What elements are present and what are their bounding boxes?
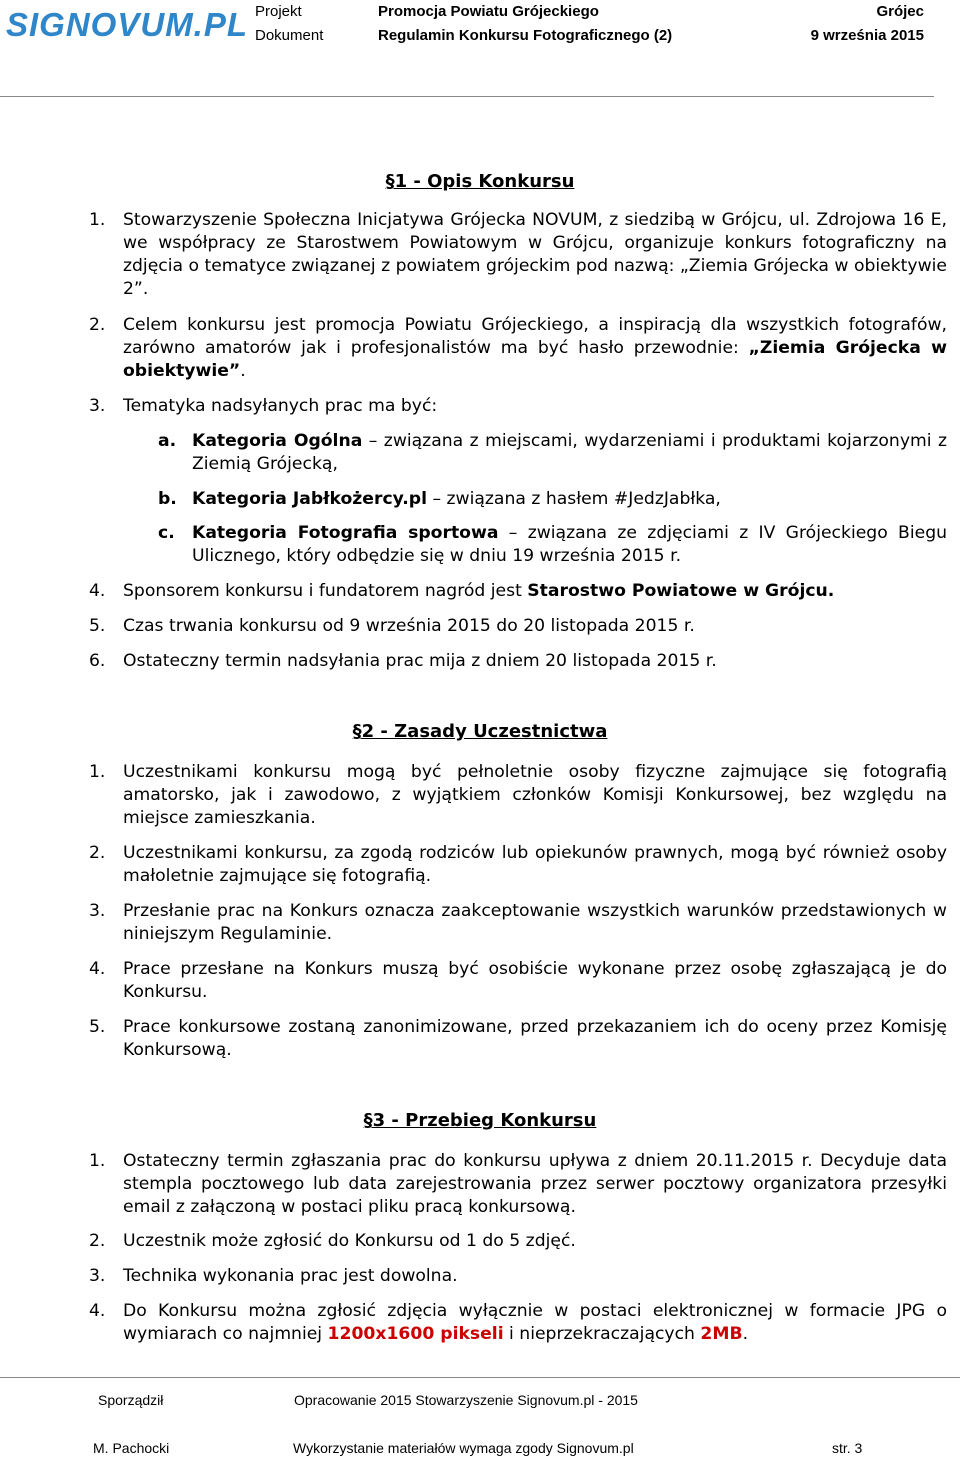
s1-item-1-number: 1. xyxy=(89,210,106,230)
s2-item-1-text: Uczestnikami konkursu mogą być pełnoletnie osoby fizyczne zajmujące się fotografią amatorsko, jak i zawodowo, z wyjątkiem członków Komisji Konkursowej, bez względu na miejsce zamieszkania. xyxy=(123,762,947,828)
s3-item-4-number: 4. xyxy=(89,1301,106,1321)
city: Grójec xyxy=(876,3,924,20)
category-c-text: Kategoria Fotografia sportowa – związana ze zdjęciami z IV Grójeckiego Biegu Ulicznego, który odbędzie się w dniu 19 września 2015 r. xyxy=(192,523,947,566)
s1-item-5-text: Czas trwania konkursu od 9 września 2015 do 20 listopada 2015 r. xyxy=(123,616,695,636)
s3-item-4-text: Do Konkursu można zgłosić zdjęcia wyłącznie w postaci elektronicznej w formacie JPG o wymiarach co najmniej 1200x1600 pikseli i nieprzekraczających 2MB. xyxy=(123,1301,947,1344)
s1-item-3-text: Tematyka nadsyłanych prac ma być: xyxy=(123,396,438,416)
s1-item-2-text: Celem konkursu jest promocja Powiatu Grójeckiego, a inspiracją dla wszystkich fotografów, zarówno amatorów jak i profesjonalistów ma być hasło przewodnie: „Ziemia Grójecka w obiektywie”. xyxy=(123,315,947,381)
footer-divider xyxy=(0,1377,960,1378)
category-c-letter: c. xyxy=(158,523,175,543)
footer-copyright: Opracowanie 2015 Stowarzyszenie Signovum.pl - 2015 xyxy=(294,1392,638,1408)
s2-item-2-number: 2. xyxy=(89,843,106,863)
document-label: Dokument xyxy=(255,27,324,44)
project-value: Promocja Powiatu Grójeckiego xyxy=(378,3,599,20)
s3-item-2-number: 2. xyxy=(89,1231,106,1251)
category-b-text: Kategoria Jabłkożercy.pl – związana z hasłem #JedzJabłka, xyxy=(192,489,721,509)
page-header xyxy=(0,0,960,100)
s2-item-3-number: 3. xyxy=(89,901,106,921)
s3-item-3-number: 3. xyxy=(89,1266,106,1286)
s1-item-4-number: 4. xyxy=(89,581,106,601)
footer-notice: Wykorzystanie materiałów wymaga zgody Signovum.pl xyxy=(293,1440,634,1456)
footer-author: M. Pachocki xyxy=(93,1440,170,1456)
s2-item-4-number: 4. xyxy=(89,959,106,979)
s2-item-5-number: 5. xyxy=(89,1017,106,1037)
s2-item-4-text: Prace przesłane na Konkurs muszą być osobiście wykonane przez osobę zgłaszającą je do Konkursu. xyxy=(123,959,947,1002)
project-label: Projekt xyxy=(255,3,302,20)
category-b-letter: b. xyxy=(158,489,177,509)
category-a-text: Kategoria Ogólna – związana z miejscami, wydarzeniami i produktami kojarzonymi z Ziemią Grójecką, xyxy=(192,431,947,474)
section-3-title: §3 - Przebieg Konkursu xyxy=(363,1110,597,1131)
s3-item-2-text: Uczestnik może zgłosić do Konkursu od 1 do 5 zdjęć. xyxy=(123,1231,576,1251)
document-value: Regulamin Konkursu Fotograficznego (2) xyxy=(378,27,673,44)
section-2-title: §2 - Zasady Uczestnictwa xyxy=(352,721,608,742)
s1-item-6-text: Ostateczny termin nadsyłania prac mija z dniem 20 listopada 2015 r. xyxy=(123,651,717,671)
s1-item-5-number: 5. xyxy=(89,616,106,636)
section-1-title: §1 - Opis Konkursu xyxy=(385,171,575,192)
s3-item-1-text: Ostateczny termin zgłaszania prac do konkursu upływa z dniem 20.11.2015 r. Decyduje data stempla pocztowego lub data zarejestrowania przez serwer pocztowy organizatora przesyłki email z załączoną w postaci pliku pracą konkursową. xyxy=(123,1151,947,1217)
s2-item-5-text: Prace konkursowe zostaną zanonimizowane, przed przekazaniem ich do oceny przez Komisję Konkursową. xyxy=(123,1017,947,1060)
s1-item-6-number: 6. xyxy=(89,651,106,671)
header-divider xyxy=(0,96,934,97)
page-number: str. 3 xyxy=(832,1440,863,1456)
s2-item-2-text: Uczestnikami konkursu, za zgodą rodziców lub opiekunów prawnych, mogą być również osoby małoletnie zajmujące się fotografią. xyxy=(123,843,947,886)
document-date: 9 września 2015 xyxy=(810,27,924,44)
s1-item-2-number: 2. xyxy=(89,315,106,335)
s3-item-1-number: 1. xyxy=(89,1151,106,1171)
s1-item-1-text: Stowarzyszenie Społeczna Inicjatywa Grójecka NOVUM, z siedzibą w Grójcu, ul. Zdrojowa 16 E, we współpracy ze Starostwem Powiatowym w Grójcu, organizuje konkurs fotograficzny na zdjęcia o tematyce związanej z powiatem grójeckim pod nazwą: „Ziemia Grójecka w obiektywie 2”. xyxy=(123,210,947,299)
s3-item-3-text: Technika wykonania prac jest dowolna. xyxy=(123,1266,458,1286)
s2-item-3-text: Przesłanie prac na Konkurs oznacza zaakceptowanie wszystkich warunków przedstawionych w niniejszym Regulaminie. xyxy=(123,901,947,944)
footer-prepared-label: Sporządził xyxy=(98,1392,164,1408)
signovum-logo: SIGNOVUM.PL xyxy=(6,6,249,43)
s1-item-3-number: 3. xyxy=(89,396,106,416)
s2-item-1-number: 1. xyxy=(89,762,106,782)
category-a-letter: a. xyxy=(158,431,177,451)
s1-item-4-text: Sponsorem konkursu i fundatorem nagród jest Starostwo Powiatowe w Grójcu. xyxy=(123,581,835,601)
